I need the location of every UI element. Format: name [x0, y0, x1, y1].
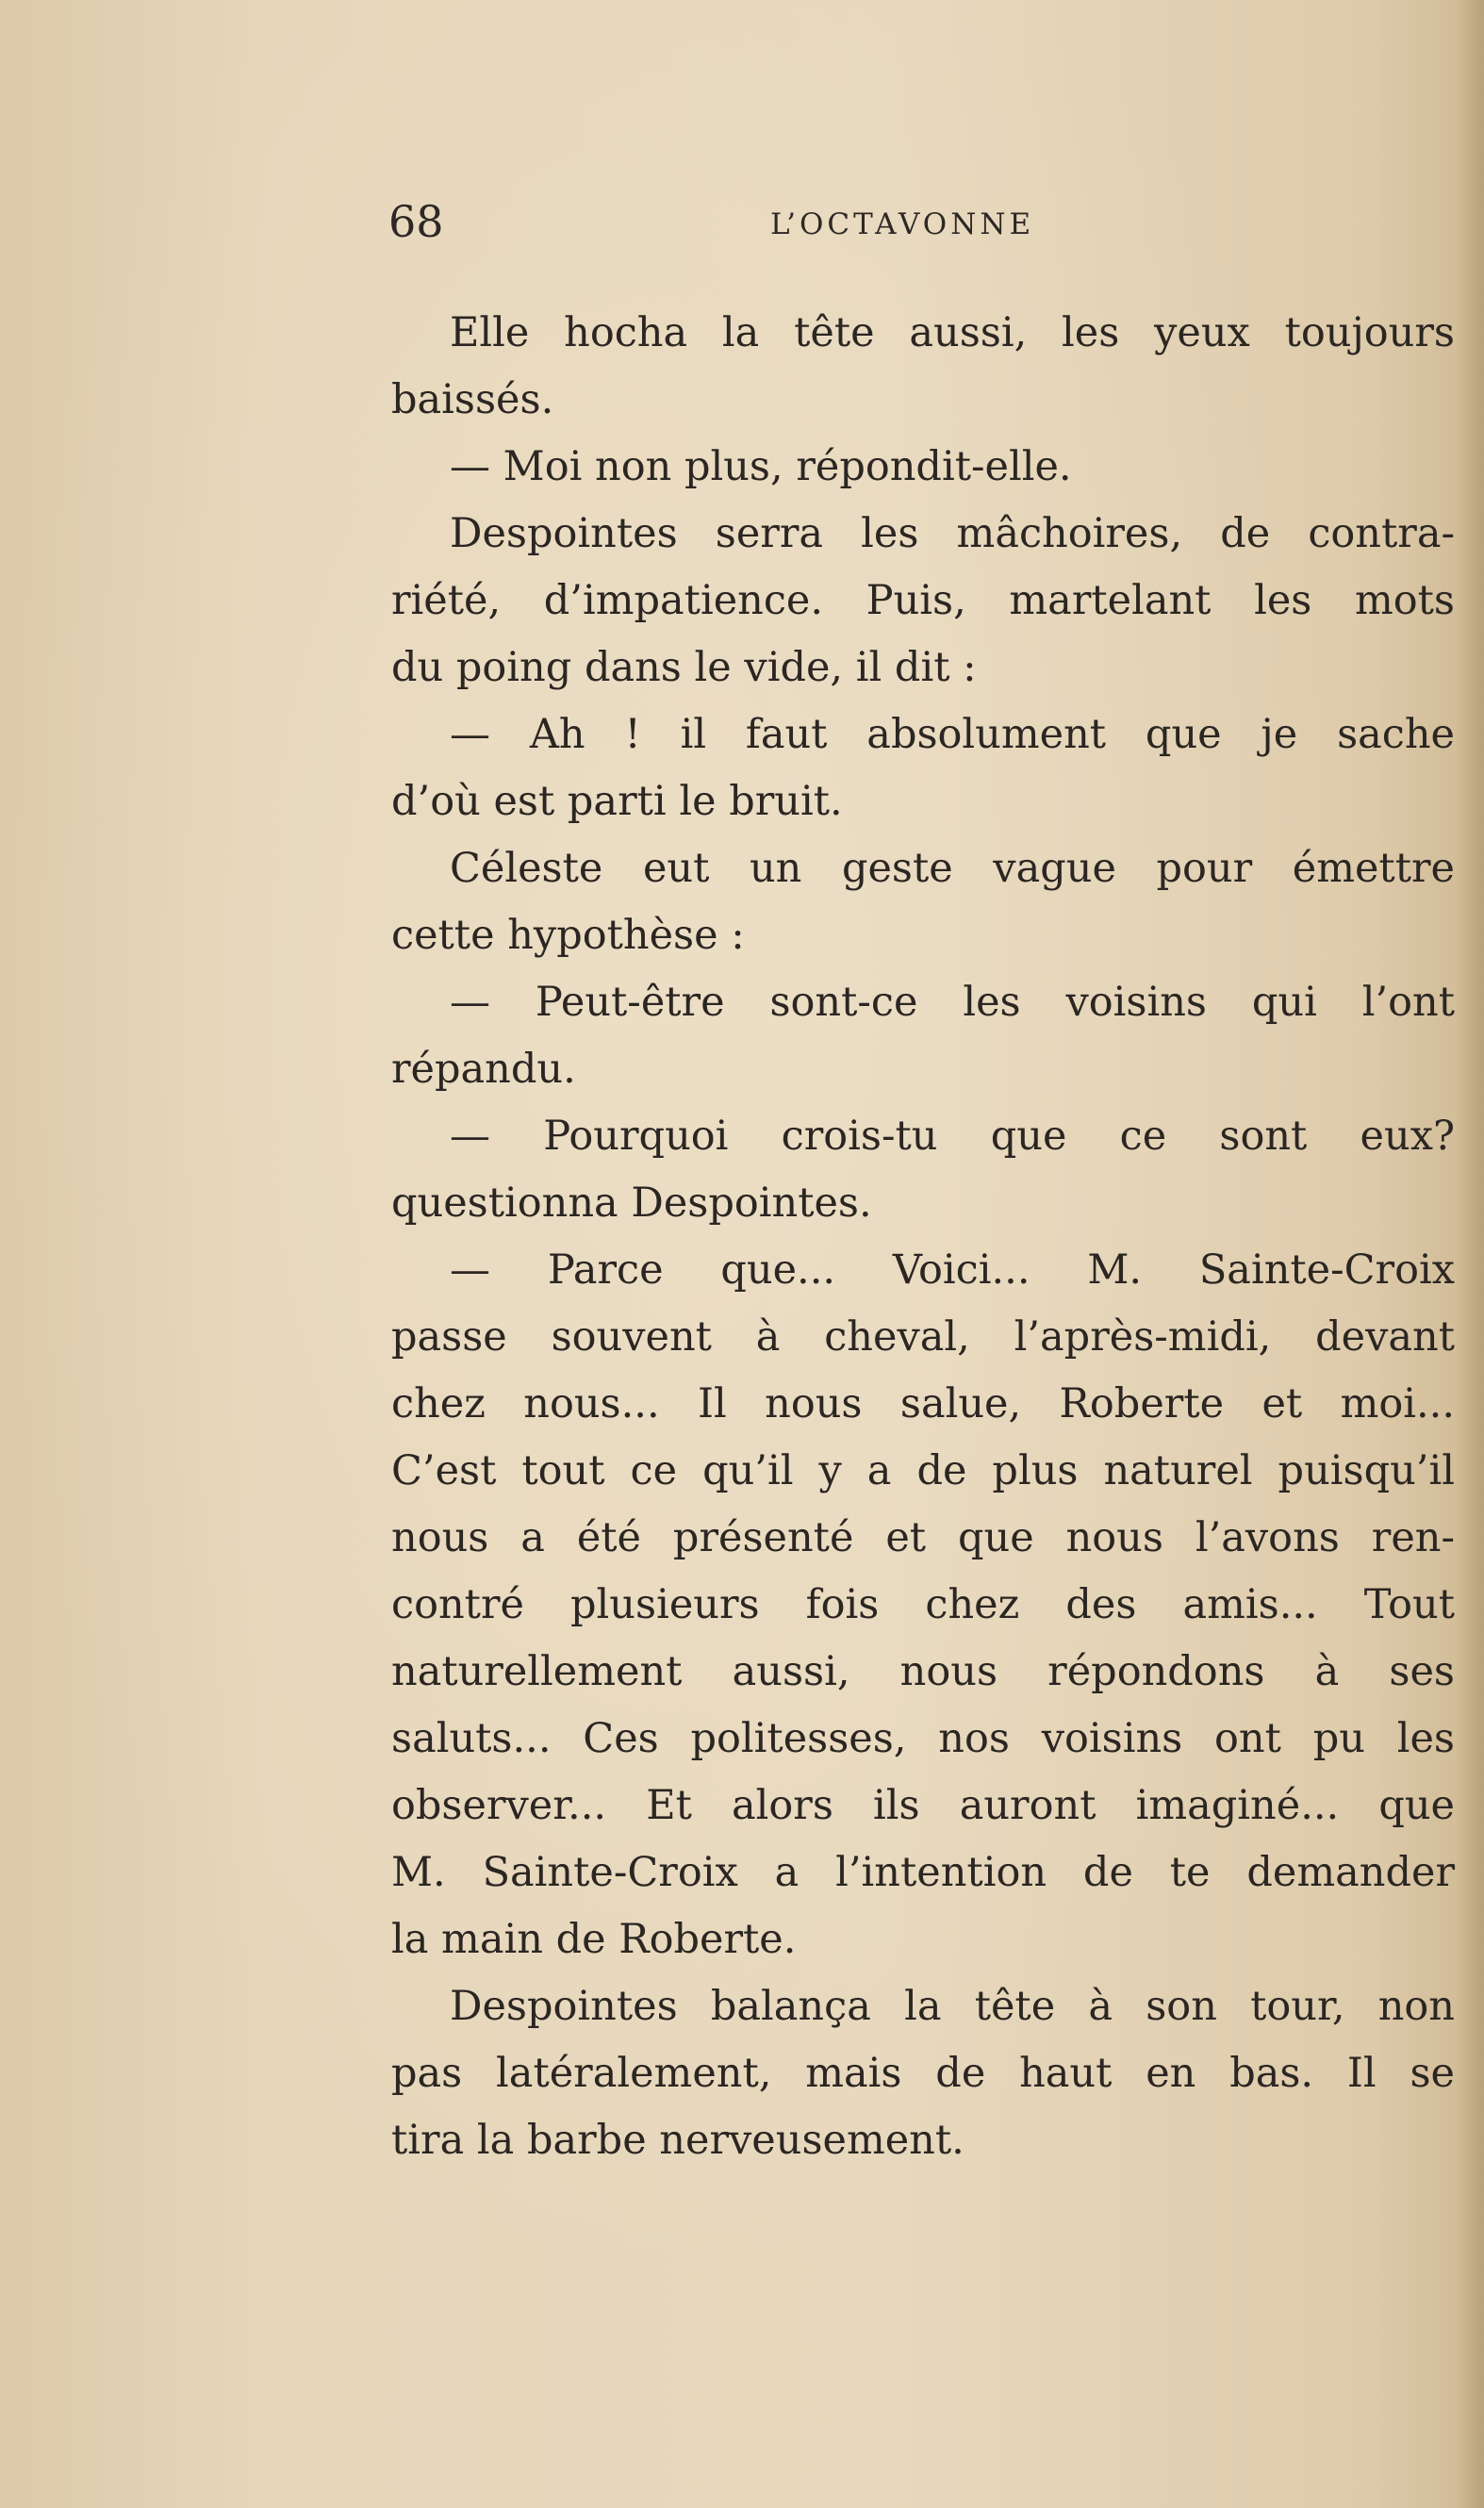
page-number: 68	[388, 196, 444, 247]
body-text	[391, 300, 1455, 2174]
text-line: — Parce que... Voici... M. Sainte-Croix	[450, 1246, 1455, 1294]
text-line: Despointes serra les mâchoires, de contra-	[450, 510, 1455, 557]
text-line: C’est tout ce qu’il y a de plus naturel puisqu’il	[391, 1447, 1455, 1494]
text-line: pas latéralement, mais de haut en bas. Il se	[391, 2050, 1455, 2097]
text-line: Despointes balança la tête à son tour, non	[450, 1983, 1455, 2030]
text-line: riété, d’impatience. Puis, martelant les mots	[391, 577, 1455, 624]
text-line: passe souvent à cheval, l’après-midi, devant	[391, 1313, 1455, 1361]
running-title: L’OCTAVONNE	[770, 207, 1035, 241]
page-header	[388, 193, 1105, 250]
text-line: — Ah ! il faut absolument que je sache	[450, 711, 1455, 758]
text-line: répandu.	[391, 1046, 576, 1093]
text-line: chez nous... Il nous salue, Roberte et moi...	[391, 1380, 1455, 1427]
text-line: nous a été présenté et que nous l’avons ren-	[391, 1514, 1455, 1561]
text-line: du poing dans le vide, il dit :	[391, 644, 977, 691]
text-line: la main de Roberte.	[391, 1916, 797, 1963]
text-line: Elle hocha la tête aussi, les yeux toujours	[450, 309, 1455, 356]
text-line: questionna Despointes.	[391, 1180, 872, 1227]
text-line: saluts... Ces politesses, nos voisins ont pu les	[391, 1715, 1455, 1762]
text-line: — Moi non plus, répondit-elle.	[450, 443, 1072, 490]
text-line: Céleste eut un geste vague pour émettre	[450, 845, 1455, 892]
text-line: — Peut-être sont-ce les voisins qui l’ont	[450, 979, 1455, 1026]
text-line: d’où est parti le bruit.	[391, 778, 843, 825]
text-line: naturellement aussi, nous répondons à ses	[391, 1648, 1455, 1695]
text-line: M. Sainte-Croix a l’intention de te demander	[391, 1849, 1455, 1896]
text-line: baissés.	[391, 376, 554, 423]
text-line: contré plusieurs fois chez des amis... Tout	[391, 1581, 1455, 1628]
text-line: tira la barbe nerveusement.	[391, 2117, 965, 2164]
page-edge-shadow	[1456, 0, 1484, 2508]
text-line: — Pourquoi crois-tu que ce sont eux?	[450, 1113, 1455, 1160]
text-line: observer... Et alors ils auront imaginé... que	[391, 1782, 1455, 1829]
text-line: cette hypothèse :	[391, 912, 745, 959]
